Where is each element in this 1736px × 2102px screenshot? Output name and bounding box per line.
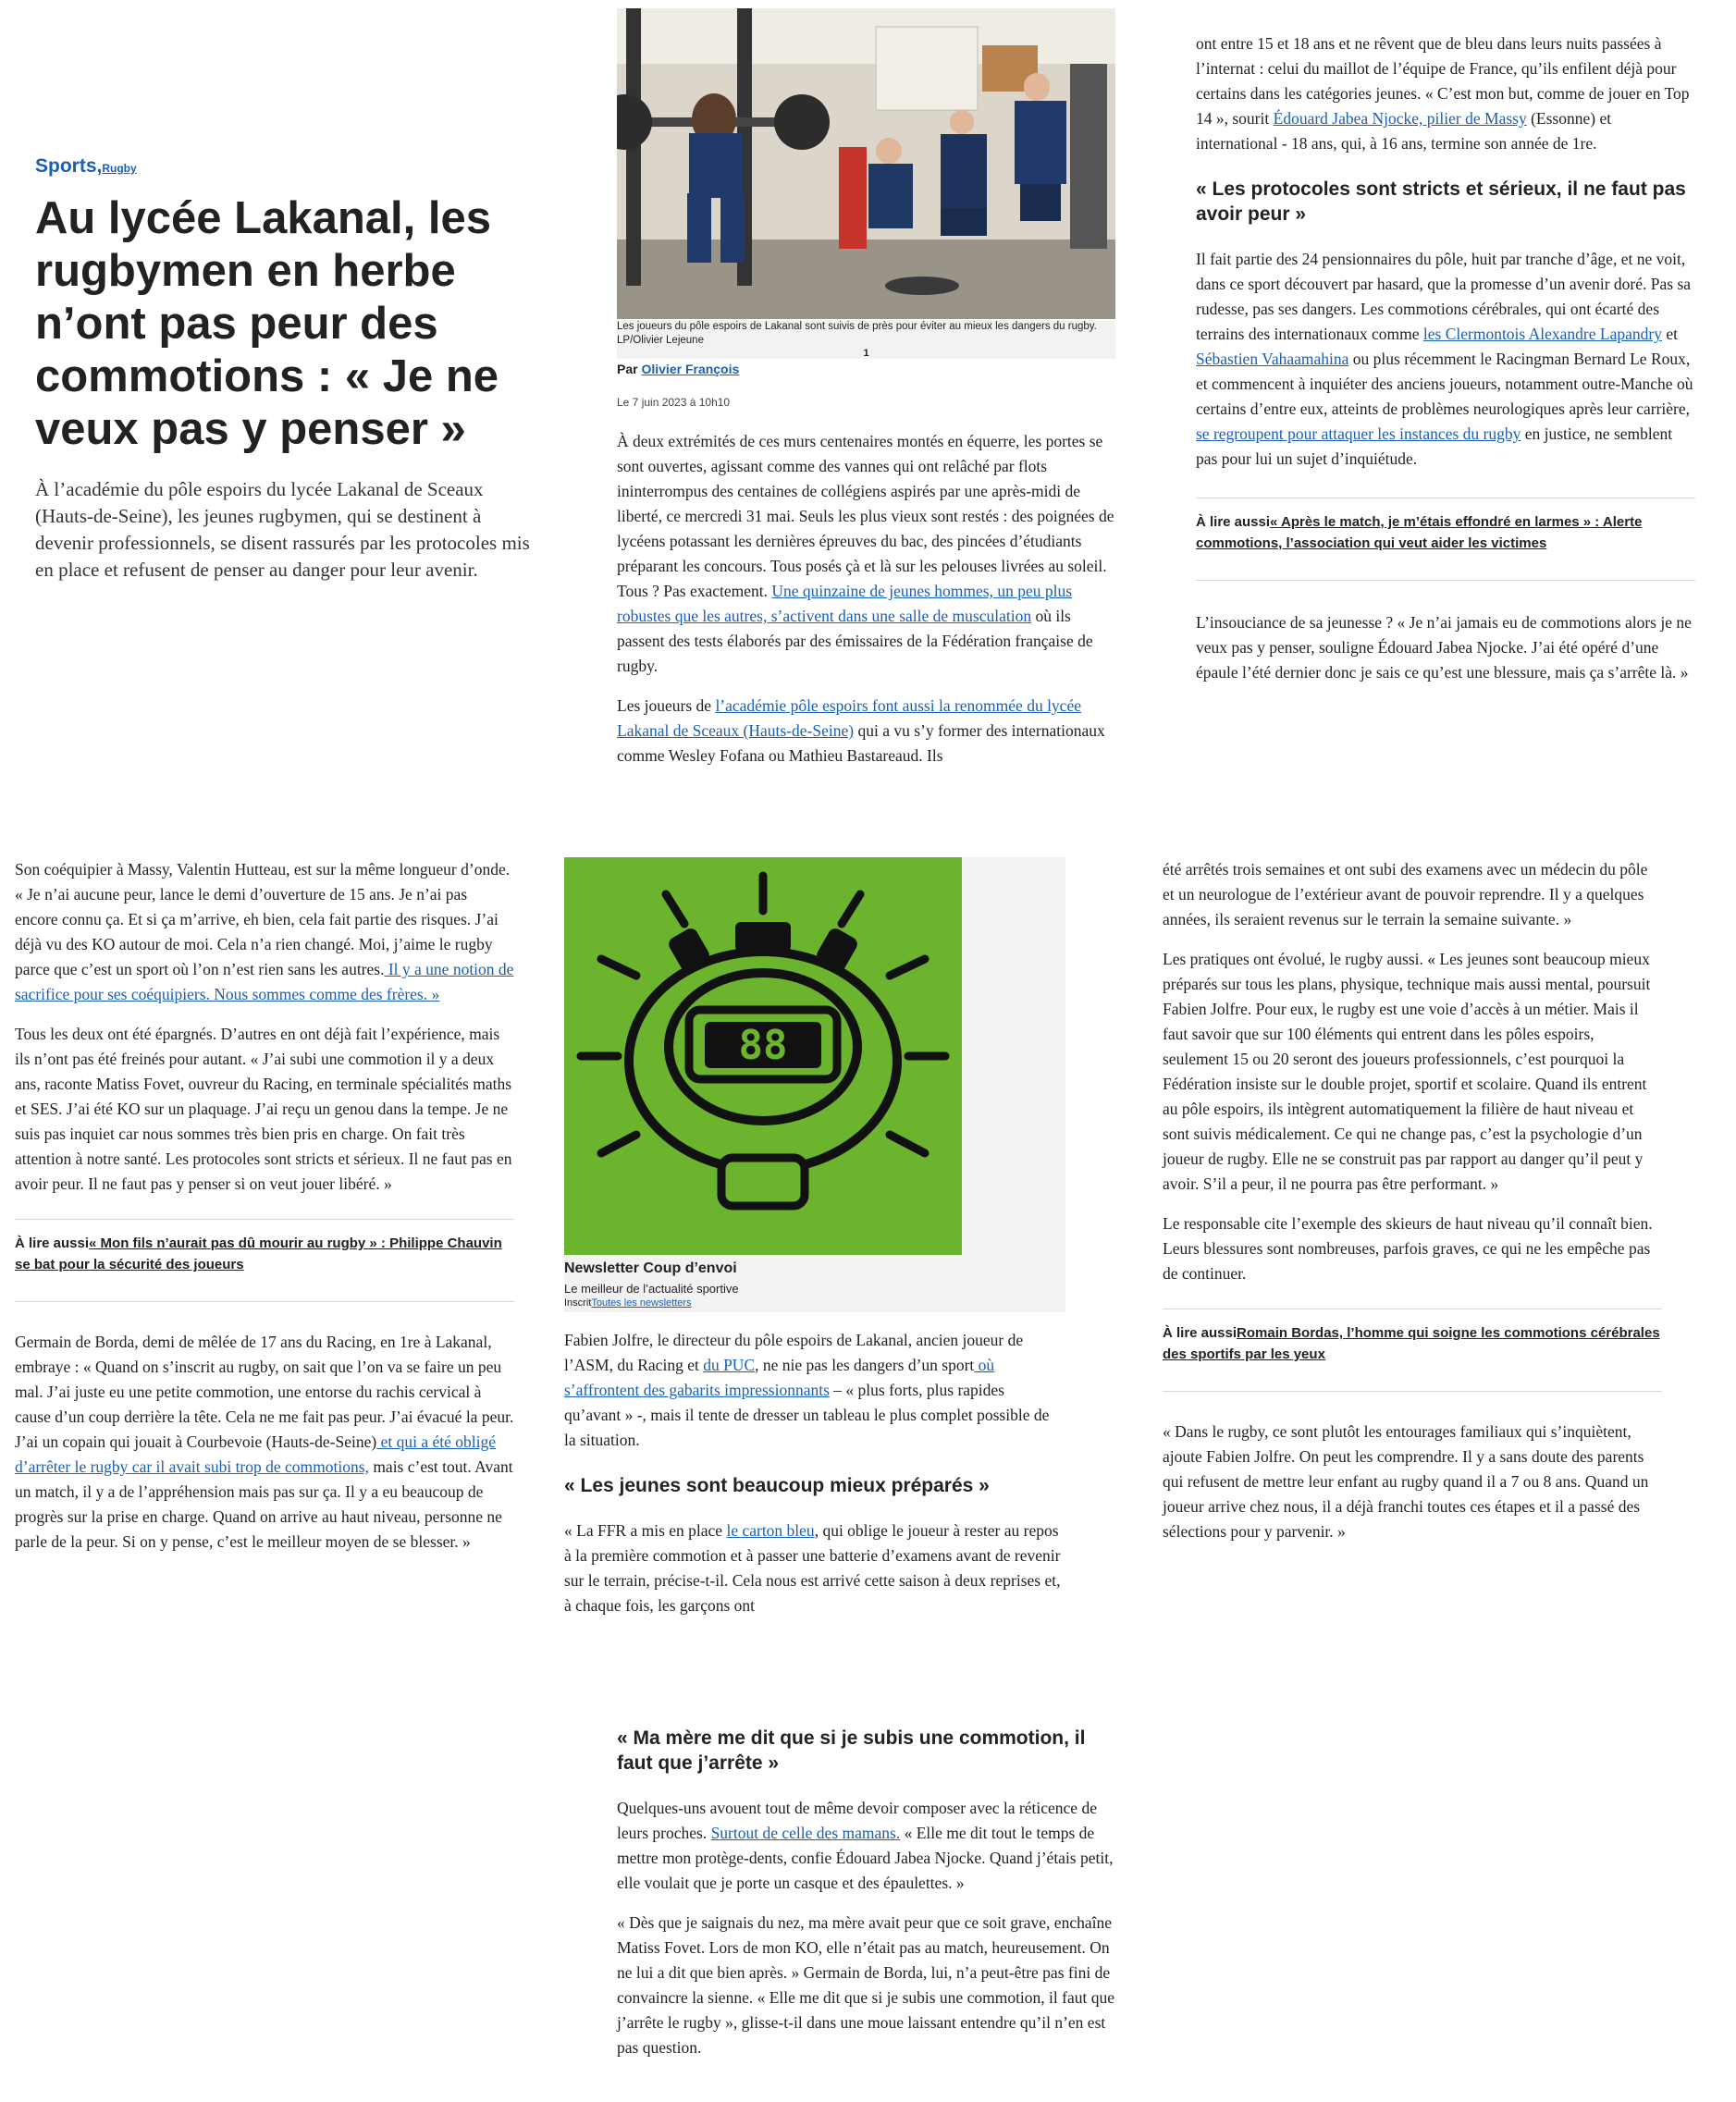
a-lire-aussi-box [15, 1219, 514, 1302]
column-2-body [617, 429, 1118, 783]
caption-credit: LP/Olivier Lejeune [617, 335, 704, 346]
paragraph: L’insouciance de sa jeunesse ? « Je n’ai jamais eu de commotions alors je ne veux pas y penser, souligne Édouard Jabea Njocke. J’ai été opéré d’une épaule l’été dernier donc je sais ce qu’est une blessure, mais ça s’arrête là. » [1196, 613, 1692, 682]
musculation-link[interactable]: Une quinzaine de jeunes hommes, un peu plus robustes que les autres, s’activent dans une salle de musculation [617, 582, 1073, 625]
paragraph: Quelques-uns avouent tout de même devoir composer avec la réticence de leurs proches. Surtout de celle des mamans. « Elle me dit tout le temps de mettre mon protège-dents, confie Édouard Jabea Njocke. Quand j’étais petit, elle voulait que je porte un casque et des épaulettes. » [617, 1799, 1114, 1892]
column-3-body [1196, 31, 1695, 700]
hero-photo[interactable] [617, 8, 1115, 319]
newsletter-illustration [564, 857, 962, 1255]
column-7-body [617, 1726, 1118, 2075]
paragraph: « La FFR a mis en place le carton bleu, qui oblige le joueur à rester au repos à la première commotion et à passer une batterie d’examens avant de revenir sur le terrain, précise-t-il. Cela nous est arrivé cette saison à deux reprises et, à chaque fois, les garçons ont [564, 1521, 1061, 1615]
mamans-link[interactable]: Surtout de celle des mamans. [710, 1824, 901, 1842]
paragraph: Son coéquipier à Massy, Valentin Hutteau, est sur la même longueur d’onde. « Je n’ai aucune peur, lance le demi d’ouverture de 15 ans. Je n’ai pas encore connu ça. Et si ça m’arrive, eh bien, cela fait partie des risques. J’ai déjà vu des KO autour de moi. Cela n’a rien changé. Moi, j’aime le rugby parce que c’est un sport où l’on n’est rien sans les autres. Il y a une notion de sacrifice pour ses coéquipiers. Nous sommes comme des frères. » [15, 860, 514, 1003]
paragraph: « Dans le rugby, ce sont plutôt les entourages familiaux qui s’inquiètent, ajoute Fabien Jolfre. On peut les comprendre. Il y a sans doute des parents qui refusent de mettre leur enfant au rugby quand il a 7 ou 8 ans. Quand un joueur arrive chez nous, il a déjà franchi toutes ces étapes et il a passé des sélections pour y parvenir. » [1163, 1422, 1649, 1541]
a-lire-link[interactable]: Romain Bordas, l’homme qui soigne les commotions cérébrales des sportifs par les yeux [1163, 1325, 1660, 1362]
paragraph: Il fait partie des 24 pensionnaires du pôle, huit par tranche d’âge, et ne voit, dans ce sport découvert par hasard, que la promesse d’un avenir doré. Pas sa rudesse, pas ses dangers. Les commotions cérébrales, qui ont écarté des terrains des internationaux comme les Clermontois Alexandre Lapandry et Sébastien Vahaamahina ou plus récemment le Racingman Bernard Le Roux, et commencent à inquiéter des anciens joueurs, notamment outre-Manche où certains d’entre eux, atteints de problèmes neurologiques après leur carrière, se regroupent pour attaquer les instances du rugby en justice, ne semblent pas pour lui un sujet d’inquiétude. [1196, 250, 1693, 468]
byline-prefix: Par [617, 362, 638, 376]
photo-caption [617, 320, 1115, 359]
photo-counter: 1 [863, 348, 869, 359]
paragraph: été arrêtés trois semaines et ont subi des examens avec un médecin du pôle et un neurologue de l’extérieur avant de pouvoir reprendre. Il y a quelques années, ils seraient revenus sur le terrain la semaine suivante. » [1163, 860, 1648, 928]
rubric [35, 155, 530, 178]
puc-link[interactable]: du PUC [703, 1356, 756, 1374]
newsletter-inscrit: Inscrit [564, 1297, 592, 1309]
publish-date: Le 7 juin 2023 à 10h10 [617, 396, 731, 409]
a-lire-link[interactable]: « Mon fils n’aurait pas dû mourir au rugby » : Philippe Chauvin se bat pour la sécurité des joueurs [15, 1235, 502, 1272]
article-title: Au lycée Lakanal, les rugbymen en herbe n’ont pas peur des commotions : « Je ne veux pas y penser » [35, 193, 499, 454]
paragraph: Germain de Borda, demi de mêlée de 17 ans du Racing, en 1re à Lakanal, embraye : « Quand on s’inscrit au rugby, on sait que l’on va se faire un peu mal. J’ai juste eu une petite commotion, une entorse du rachis cervical à cause d’un coup derrière la tête. Cela ne me fait pas peur. J’ai évacué la peur. J’ai un copain qui jouait à Courbevoie (Hauts-de-Seine) et qui a été obligé d’arrêter le rugby car il avait subi trop de commotions, mais c’est tout. Avant un match, il y a de l’appréhension mais pas sur ça. Il y a eu beaucoup de progrès sur la prise en charge. Quand on arrive au haut niveau, personne ne parle de la peur. Si on y pense, c’est le meilleur moyen de se blesser. » [15, 1333, 514, 1551]
subheading-protocoles: « Les protocoles sont stricts et sérieux, il ne faut pas avoir peur » [1196, 178, 1686, 225]
paragraph: Les joueurs de l’académie pôle espoirs font aussi la renommée du lycée Lakanal de Sceaux (Hauts-de-Seine) qui a vu s’y former des internationaux comme Wesley Fofana ou Mathieu Bastareaud. Ils [617, 696, 1105, 765]
rubric-rugby-link[interactable]: Rugby [102, 162, 137, 175]
column-6-body [1163, 857, 1662, 1559]
paragraph: « Dès que je saignais du nez, ma mère avait peur que ce soit grave, enchaîne Matiss Fovet. Lors de mon KO, elle n’était pas au match, heureusement. On ne lui a dit que bien après. » Germain de Borda, lui, n’a peut-être pas fini de convaincre la sienne. « Elle me dit que si je subis une commotion, il faut que j’arrête le rugby », glisse-t-il dans une moue laissant entendre qu’il n’en est pas question. [617, 1913, 1114, 2057]
jabea-link[interactable]: Édouard Jabea Njocke, pilier de Massy [1273, 109, 1527, 128]
paragraph: Tous les deux ont été épargnés. D’autres en ont déjà fait l’expérience, mais ils n’ont pas été freinés pour autant. « J’ai subi une commotion il y a deux ans, raconte Matiss Fovet, ouvreur du Racing, en terminale spécialités maths et SES. J’ai été KO sur un plaquage. J’ai reçu un genou dans la tempe. Je ne suis pas inquiet car nous sommes très bien pris en charge. On fait très attention à notre santé. Les protocoles sont stricts et sérieux. Il ne faut pas en avoir peur. Il ne faut pas y penser si on veut jouer libéré. » [15, 1025, 512, 1193]
rubric-sports-link[interactable]: Sports, [35, 155, 103, 177]
newsletter-subtitle: Le meilleur de l’actualité sportive [564, 1282, 739, 1296]
a-lire-aussi-box [1196, 498, 1695, 581]
byline [617, 362, 739, 376]
regroupent-link[interactable]: se regroupent pour attaquer les instances du rugby [1196, 424, 1521, 443]
gabarits-link[interactable]: où s’affrontent des gabarits impressionnants [564, 1356, 995, 1399]
gym-photo-illustration [617, 8, 1115, 319]
paragraph: Les pratiques ont évolué, le rugby aussi. « Les jeunes sont beaucoup mieux préparés sur tous les plans, physique, technique mais aussi mental, poursuit Fabien Jolfre. Pour eux, le rugby est une voie d’accès à un métier. Mais il faut savoir que sur 100 éléments qui entrent dans les pôles espoirs, seulement 15 ou 20 seront des joueurs professionnels, c’est pourquoi la Fédération insiste sur le double projet, sportif et scolaire. Quand ils entrent au pôle espoirs, ils intègrent automatiquement la filière de haut niveau et sont suivis médicalement. Ce qui ne change pas, c’est la psychologie d’un joueur de rugby. Elle ne se construit pas par rapport au danger qu’il peut y avoir. S’il a peur, il ne pourra pas être performant. » [1163, 950, 1651, 1193]
paragraph: Fabien Jolfre, le directeur du pôle espoirs de Lakanal, ancien joueur de l’ASM, du Racing et du PUC, ne nie pas les dangers d’un sport où s’affrontent des gabarits impressionnants – « plus forts, plus rapides qu’avant » -, mais il tente de dresser un tableau le plus complet possible de la situation. [564, 1331, 1050, 1449]
newsletter-card[interactable] [564, 857, 1065, 1312]
newsletter-title: Newsletter Coup d’envoi [564, 1260, 737, 1276]
commotions-link[interactable]: et qui a été obligé d’arrêter le rugby car il avait subi trop de commotions, [15, 1432, 496, 1476]
lapandry-link[interactable]: les Clermontois Alexandre Lapandry [1422, 325, 1662, 343]
subheading-jeunes: « Les jeunes sont beaucoup mieux préparés » [564, 1475, 990, 1496]
a-lire-aussi-box [1163, 1309, 1662, 1392]
column-4-body [15, 857, 514, 1569]
a-lire-label: À lire aussi [1163, 1325, 1237, 1341]
stopwatch-icon [564, 857, 962, 1255]
column-5-body [564, 1328, 1064, 1633]
caption-text: Les joueurs du pôle espoirs de Lakanal sont suivis de près pour éviter au mieux les dangers du rugby. [617, 321, 1097, 332]
newsletter-footer [564, 1297, 692, 1309]
a-lire-label: À lire aussi [1196, 514, 1271, 530]
subheading-mere: « Ma mère me dit que si je subis une commotion, il faut que j’arrête » [617, 1727, 1086, 1774]
stopwatch-digits: 88 [738, 1022, 788, 1069]
article-header [35, 155, 530, 584]
all-newsletters-link[interactable]: Toutes les newsletters [591, 1297, 692, 1309]
paragraph: Le responsable cite l’exemple des skieurs de haut niveau qu’il connaît bien. Leurs blessures sont nombreuses, parfois graves, ce qui ne les empêche pas de continuer. [1163, 1214, 1653, 1283]
sacrifice-link[interactable]: Il y a une notion de sacrifice pour ses coéquipiers. Nous sommes comme des frères. » [15, 960, 514, 1003]
paragraph: À deux extrémités de ces murs centenaires montés en équerre, les portes se sont ouvertes, agissant comme des vannes qui ont relâché par flots ininterrompus des centaines de collégiens aspirés par une après-midi de liberté, ce mercredi 31 mai. Seuls les plus vieux sont restés : des poignées de lycéens potassant les dernières épreuves du bac, des pincées d’étudiants préparant les concours. Tous posés çà et là sur les pelouses livrées au soleil. Tous ? Pas exactement. Une quinzaine de jeunes hommes, un peu plus robustes que les autres, s’activent dans une salle de musculation où ils passent des tests élaborés par des émissaires de la Fédération française de rugby. [617, 432, 1114, 675]
article-lead: À l’académie du pôle espoirs du lycée Lakanal de Sceaux (Hauts-de-Seine), les jeunes rugbymen, qui se destinent à devenir professionnels, se disent rassurés par les protocoles mis en place et refusent de penser au danger pour leur avenir. [35, 478, 530, 581]
vahaamahina-link[interactable]: Sébastien Vahaamahina [1196, 350, 1349, 368]
a-lire-label: À lire aussi [15, 1235, 90, 1251]
author-link[interactable]: Olivier François [641, 362, 740, 376]
academie-link[interactable]: l’académie pôle espoirs font aussi la renommée du lycée Lakanal de Sceaux (Hauts-de-Seine) [617, 696, 1081, 740]
a-lire-link[interactable]: « Après le match, je m’étais effondré en larmes » : Alerte commotions, l’association qui veut aider les victimes [1196, 514, 1643, 551]
carton-bleu-link[interactable]: le carton bleu [726, 1521, 815, 1540]
paragraph: ont entre 15 et 18 ans et ne rêvent que de bleu dans leurs nuits passées à l’internat : celui du maillot de l’équipe de France, qu’ils enfilent déjà pour certains dans les catégories jeunes. « C’est mon but, comme de jouer en Top 14 », sourit Édouard Jabea Njocke, pilier de Massy (Essonne) et international - 18 ans, qui, à 16 ans, termine son année de 1re. [1196, 34, 1690, 153]
